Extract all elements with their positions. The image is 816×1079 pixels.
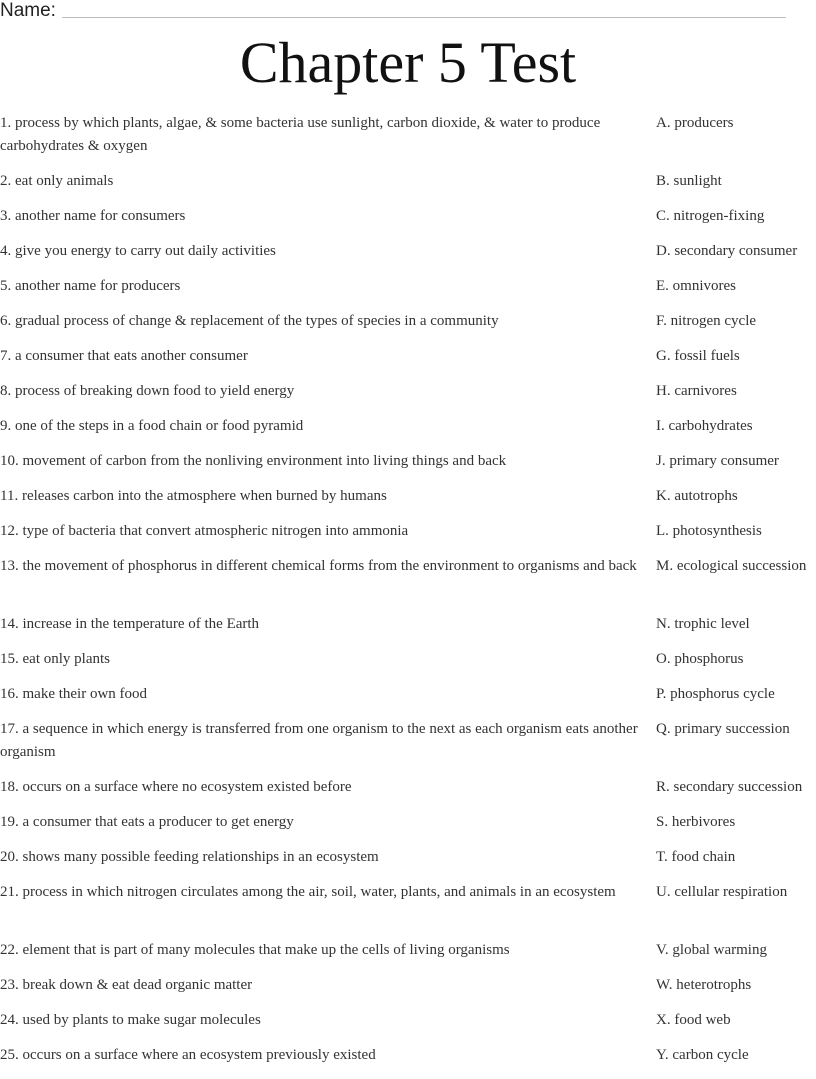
answer-choice: R. secondary succession: [656, 779, 803, 795]
list-item: [0, 718, 816, 776]
list-item: [0, 881, 816, 939]
definition: 12. type of bacteria that convert atmospheric nitrogen into ammonia: [0, 523, 409, 539]
list-item: [0, 240, 816, 275]
definition: 23. break down & eat dead organic matter: [0, 977, 253, 993]
definition: 20. shows many possible feeding relationships in an ecosystem: [0, 849, 379, 865]
definition: 13. the movement of phosphorus in different chemical forms from the environment to organisms and back: [0, 558, 637, 574]
answer-choice: J. primary consumer: [656, 453, 779, 469]
answer-choice: K. autotrophs: [656, 488, 738, 504]
list-item: [0, 415, 816, 450]
name-line[interactable]: [62, 17, 786, 18]
list-item: [0, 520, 816, 555]
answer-choice: A. producers: [656, 115, 734, 131]
definition: 2. eat only animals: [0, 173, 114, 189]
list-item: [0, 275, 816, 310]
list-item: [0, 648, 816, 683]
answer-choice: C. nitrogen-fixing: [656, 208, 765, 224]
answer-choice: E. omnivores: [656, 278, 736, 294]
list-item: [0, 613, 816, 648]
definition: 3. another name for consumers: [0, 208, 186, 224]
answer-choice: X. food web: [656, 1012, 731, 1028]
definition: 1. process by which plants, algae, & some bacteria use sunlight, carbon dioxide, & water to produce carbohydrates & oxygen: [0, 115, 601, 154]
list-item: [0, 205, 816, 240]
answer-choice: S. herbivores: [656, 814, 736, 830]
definition: 19. a consumer that eats a producer to get energy: [0, 814, 294, 830]
list-item: [0, 450, 816, 485]
name-label: Name:: [0, 0, 56, 21]
list-item: [0, 776, 816, 811]
list-item: [0, 1044, 816, 1079]
answer-choice: G. fossil fuels: [656, 348, 740, 364]
matching-list: [0, 112, 816, 1079]
answer-choice: Y. carbon cycle: [656, 1047, 749, 1063]
list-item: [0, 683, 816, 718]
answer-choice: L. photosynthesis: [656, 523, 762, 539]
list-item: [0, 555, 816, 613]
answer-choice: W. heterotrophs: [656, 977, 752, 993]
answer-choice: N. trophic level: [656, 616, 750, 632]
answer-choice: V. global warming: [656, 942, 767, 958]
list-item: [0, 345, 816, 380]
definition: 6. gradual process of change & replacement of the types of species in a community: [0, 313, 499, 329]
definition: 5. another name for producers: [0, 278, 181, 294]
list-item: [0, 939, 816, 974]
definition: 7. a consumer that eats another consumer: [0, 348, 248, 364]
page-title: Chapter 5 Test: [239, 30, 577, 95]
answer-choice: D. secondary consumer: [656, 243, 798, 259]
list-item: [0, 170, 816, 205]
list-item: [0, 380, 816, 415]
definition: 21. process in which nitrogen circulates among the air, soil, water, plants, and animals in an ecosystem: [0, 884, 616, 900]
definition: 22. element that is part of many molecules that make up the cells of living organisms: [0, 942, 510, 958]
answer-choice: I. carbohydrates: [656, 418, 753, 434]
definition: 15. eat only plants: [0, 651, 110, 667]
list-item: [0, 112, 816, 170]
answer-choice: P. phosphorus cycle: [656, 686, 775, 702]
list-item: [0, 846, 816, 881]
definition: 17. a sequence in which energy is transferred from one organism to the next as each organism eats another organism: [0, 721, 638, 760]
answer-choice: O. phosphorus: [656, 651, 744, 667]
list-item: [0, 1009, 816, 1044]
list-item: [0, 310, 816, 345]
definition: 14. increase in the temperature of the Earth: [0, 616, 260, 632]
answer-choice: U. cellular respiration: [656, 884, 788, 900]
definition: 11. releases carbon into the atmosphere when burned by humans: [0, 488, 387, 504]
answer-choice: M. ecological succession: [656, 558, 807, 574]
list-item: [0, 485, 816, 520]
definition: 9. one of the steps in a food chain or food pyramid: [0, 418, 304, 434]
answer-choice: H. carnivores: [656, 383, 737, 399]
definition: 18. occurs on a surface where no ecosystem existed before: [0, 779, 352, 795]
answer-choice: F. nitrogen cycle: [656, 313, 757, 329]
list-item: [0, 974, 816, 1009]
definition: 10. movement of carbon from the nonliving environment into living things and back: [0, 453, 507, 469]
list-item: [0, 811, 816, 846]
definition: 4. give you energy to carry out daily activities: [0, 243, 276, 259]
name-field: [0, 0, 790, 22]
answer-choice: B. sunlight: [656, 173, 722, 189]
definition: 25. occurs on a surface where an ecosystem previously existed: [0, 1047, 376, 1063]
answer-choice: Q. primary succession: [656, 721, 790, 737]
definition: 16. make their own food: [0, 686, 148, 702]
answer-choice: T. food chain: [656, 849, 736, 865]
definition: 24. used by plants to make sugar molecules: [0, 1012, 261, 1028]
definition: 8. process of breaking down food to yield energy: [0, 383, 295, 399]
